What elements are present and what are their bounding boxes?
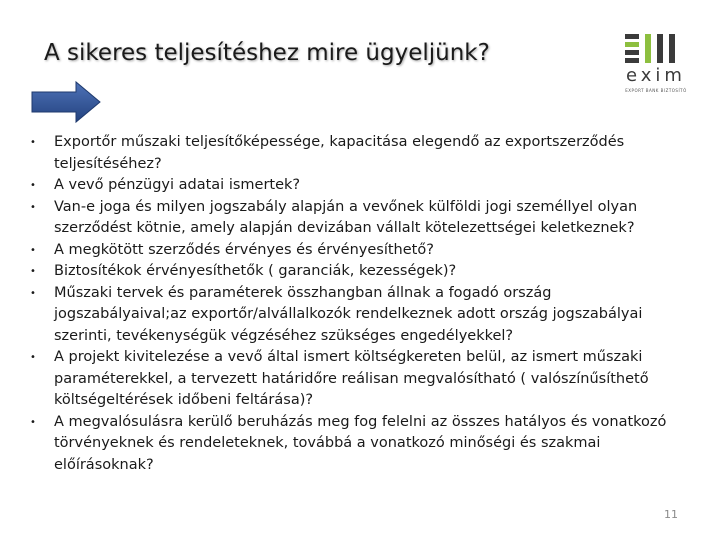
- logo-tagline: EXPORT BANK BIZTOSÍTÓ: [625, 88, 687, 93]
- bullet-dot-icon: •: [30, 244, 36, 256]
- bullet-dot-icon: •: [30, 137, 36, 148]
- bullet-list: [28, 132, 678, 476]
- bullet-item: [28, 175, 678, 197]
- bullet-text: Műszaki tervek és paraméterek összhangban állnak a fogadó ország jogszabályaival;az exportőr/alvállalkozók rendelkeznek adott ország jogszabályai szerinti, tevékenységük végzéséhez szükséges engedélyekkel?: [54, 284, 643, 344]
- bullet-dot-icon: •: [30, 266, 36, 277]
- bullet-item: [28, 347, 678, 412]
- bullet-text: A projekt kivitelezése a vevő által ismert költségkereten belül, az ismert műszaki paraméterekkel, a tervezett határidőre reálisan megvalósítható ( valószínűsíthető költségeltérések időbeni feltárása)?: [54, 349, 649, 408]
- bullet-text: Exportőr műszaki teljesítőképessége, kapacitása elegendő az exportszerződés teljesítéséhez?: [54, 134, 625, 172]
- bullet-item: [28, 412, 678, 477]
- bullet-dot-icon: •: [30, 180, 36, 191]
- exim-logo: [620, 34, 692, 98]
- bullet-dot-icon: •: [30, 287, 36, 299]
- bullet-text: Van-e joga és milyen jogszabály alapján a vevőnek külföldi jogi személlyel olyan szerződést kötnie, amely alapján devizában vállalt kötelezettségei keletkeznek?: [54, 198, 638, 236]
- logo-bars-icon: [625, 34, 687, 64]
- slide-title: A sikeres teljesítéshez mire ügyeljünk?: [44, 40, 490, 66]
- bullet-item: [28, 197, 678, 240]
- bullet-dot-icon: •: [30, 416, 36, 428]
- bullet-text: A megvalósulásra kerülő beruházás meg fog felelni az összes hatályos és vonatkozó törvényeknek és rendeleteknek, továbbá a vonatkozó minőségi és szakmai előírásoknak?: [54, 413, 667, 473]
- bullet-text: A megkötött szerződés érvényes és érvényesíthető?: [54, 241, 434, 258]
- bullet-item: [28, 283, 678, 348]
- page-number: 11: [664, 508, 678, 521]
- bullet-item: [28, 132, 678, 175]
- bullet-dot-icon: •: [30, 201, 36, 213]
- bullet-dot-icon: •: [30, 352, 36, 363]
- bullet-item: [28, 261, 678, 283]
- bullet-item: [28, 240, 678, 262]
- arrow-right-icon: [30, 80, 102, 124]
- logo-wordmark: exim: [626, 65, 686, 86]
- bullet-text: Biztosítékok érvényesíthetők ( garanciák, kezességek)?: [54, 263, 457, 279]
- bullet-text: A vevő pénzügyi adatai ismertek?: [54, 177, 301, 193]
